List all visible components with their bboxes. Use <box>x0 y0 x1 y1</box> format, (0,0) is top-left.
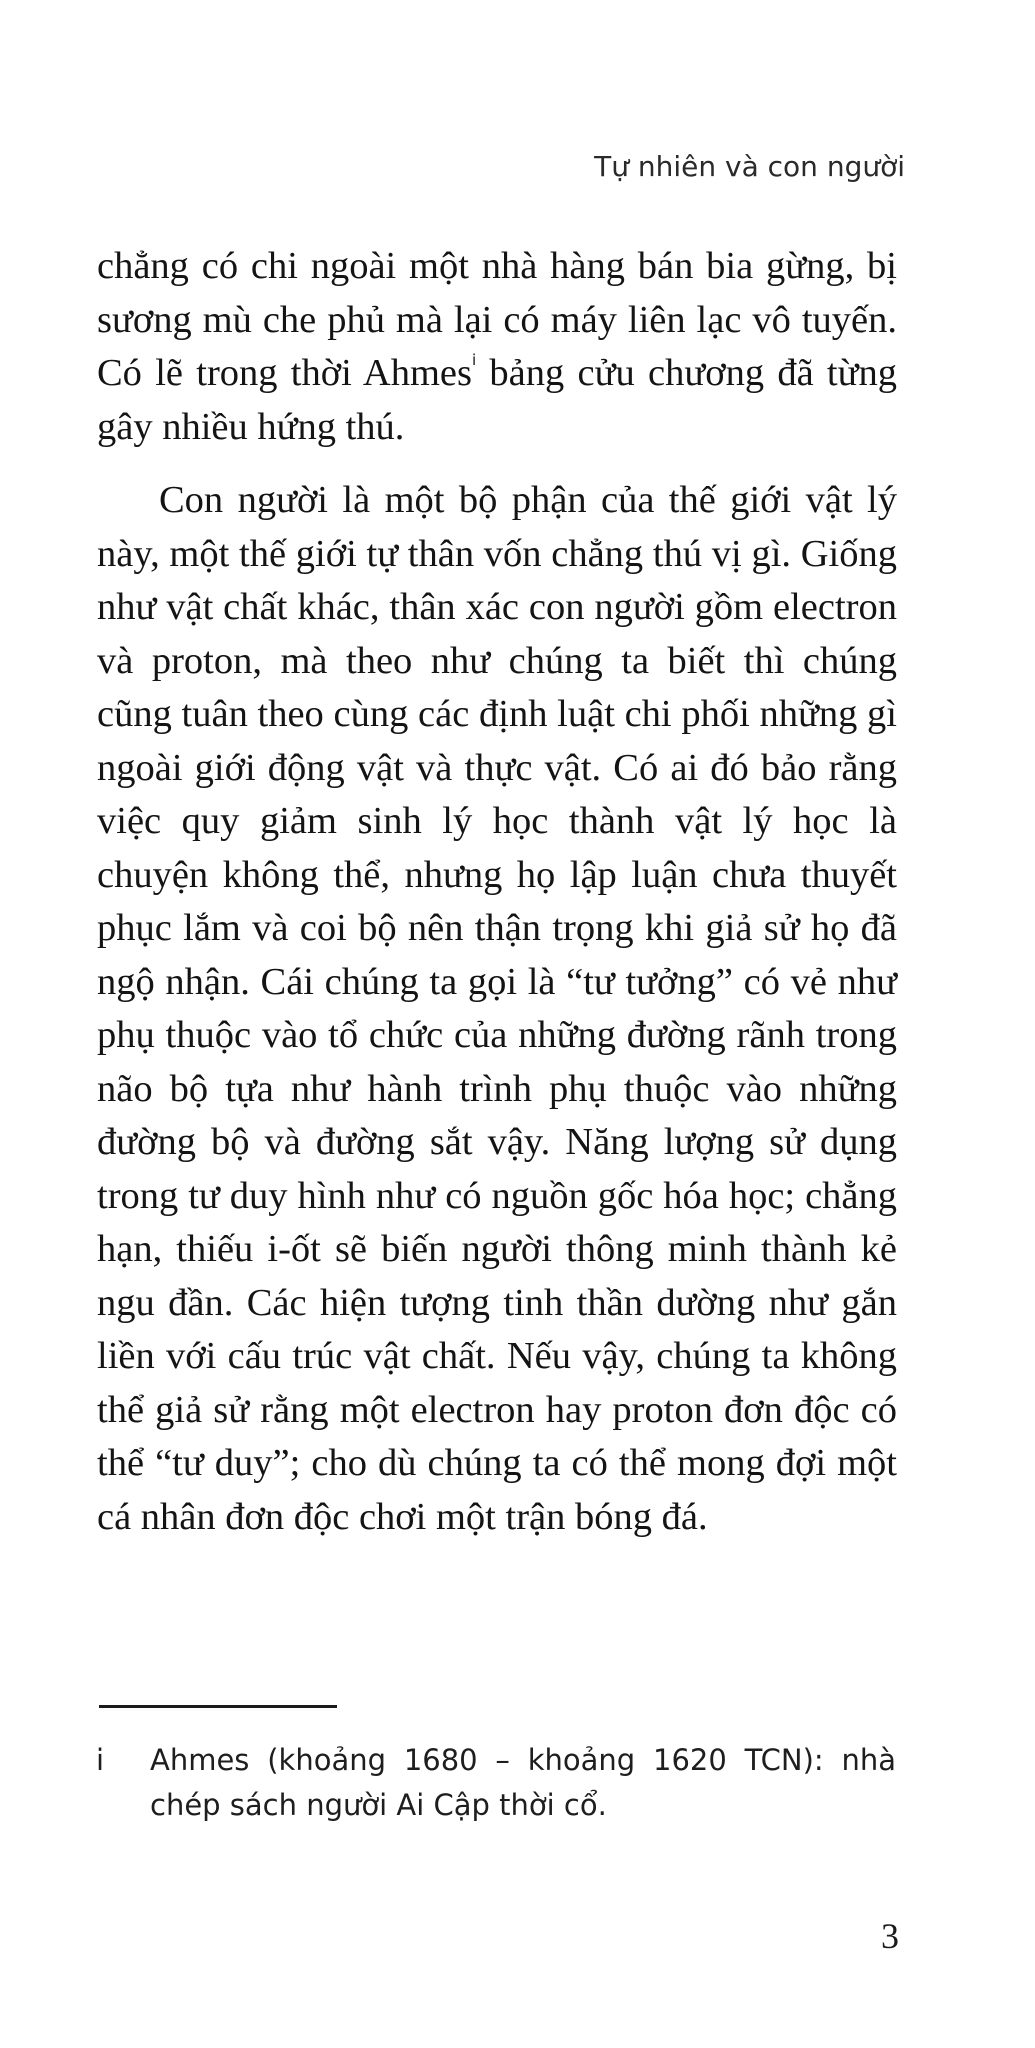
footnote-reference: i <box>472 351 477 369</box>
paragraph-2: Con người là một bộ phận của thế giới vật lý này, một thế giới tự thân vốn chẳng thú vị gì. Giống như vật chất khác, thân xác con người gồm electron và proton, mà theo như chúng ta biết thì chúng cũng tuân theo cùng các định luật chi phối những gì ngoài giới động vật và thực vật. Có ai đó bảo rằng việc quy giảm sinh lý học thành vật lý học là chuyện không thể, nhưng họ lập luận chưa thuyết phục lắm và coi bộ nên thận trọng khi giả sử họ đã ngộ nhận. Cái chúng ta gọi là “tư tưởng” có vẻ như phụ thuộc vào tổ chức của những đường rãnh trong não bộ tựa như hành trình phụ thuộc vào những đường bộ và đường sắt vậy. Năng lượng sử dụng trong tư duy hình như có nguồn gốc hóa học; chẳng hạn, thiếu i-ốt sẽ biến người thông minh thành kẻ ngu đần. Các hiện tượng tinh thần dường như gắn liền với cấu trúc vật chất. Nếu vậy, chúng ta không thể giả sử rằng một electron hay proton đơn độc có thể “tư duy”; cho dù chúng ta có thể mong đợi một cá nhân đơn độc chơi một trận bóng đá. <box>97 479 897 1538</box>
footnote <box>96 1738 896 1828</box>
paragraph-1-text-start: chẳng có chi ngoài một nhà hàng bán bia gừng, bị sương mù che phủ mà lại có máy liên lạc vô tuyến. Có lẽ trong thời Ahmes <box>97 245 897 394</box>
paragraph-1-text-end: bảng cửu chương đã từng gây nhiều hứng thú. <box>97 352 897 448</box>
paragraph-1 <box>97 240 897 454</box>
main-text <box>97 240 897 1544</box>
running-header: Tự nhiên và con người <box>594 150 905 183</box>
footnote-divider <box>99 1705 337 1708</box>
page-number: 3 <box>881 1916 899 1956</box>
footnote-marker: i <box>96 1743 105 1777</box>
footnote-text: Ahmes (khoảng 1680 – khoảng 1620 TCN): nhà chép sách người Ai Cập thời cổ. <box>150 1743 896 1822</box>
